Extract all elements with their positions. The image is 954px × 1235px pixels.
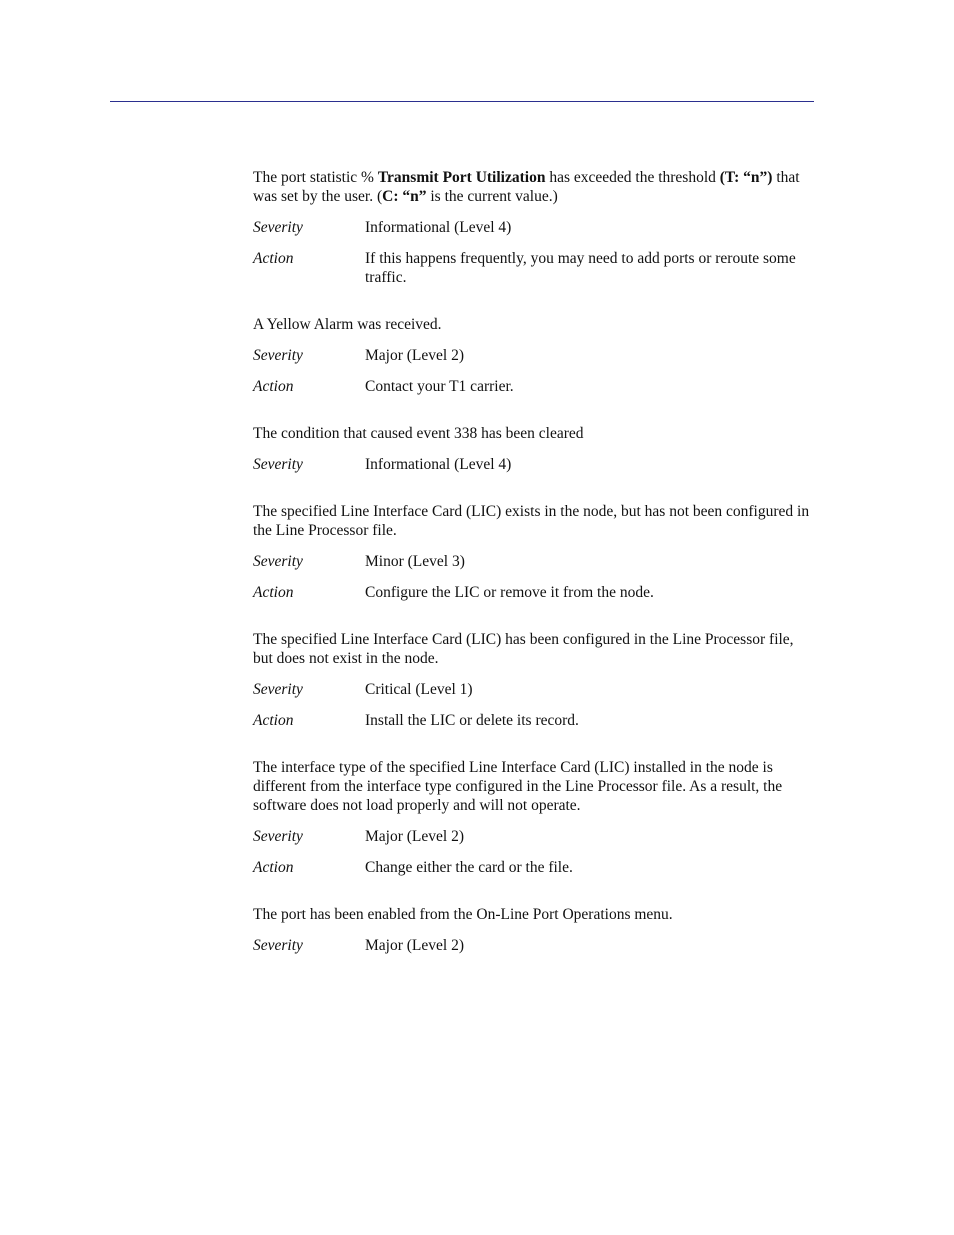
severity-value: Minor (Level 3) [365,553,465,570]
description-text: The interface type of the specified Line Interface Card (LIC) installed in the node is different from the interface type configured in the Line Processor file. As a result, the software does not load properly and will not operate. [253,759,783,814]
action-label: Action [253,250,294,267]
action-label: Action [253,712,294,729]
description-text: The condition that caused event 338 has been cleared [253,425,584,442]
severity-label: Severity [253,828,303,845]
description-text: has exceeded the threshold [545,169,720,186]
event-entry [253,630,815,730]
event-description [253,168,815,206]
severity-label: Severity [253,937,303,954]
action-row [253,249,815,287]
action-value: If this happens frequently, you may need to add ports or reroute some traffic. [365,250,796,286]
severity-label: Severity [253,219,303,236]
description-text: The specified Line Interface Card (LIC) exists in the node, but has not been configured in the Line Processor file. [253,503,810,539]
bold-term: Transmit Port Utilization [377,169,546,186]
description-text: The port has been enabled from the On-Line Port Operations menu. [253,906,673,923]
action-label: Action [253,859,294,876]
header-rule [110,101,814,102]
event-list [253,168,815,983]
severity-row [253,552,815,571]
action-row [253,711,815,730]
severity-value: Informational (Level 4) [365,456,512,473]
severity-row [253,455,815,474]
description-text: that was set by the user. ( [253,169,800,205]
action-value: Configure the LIC or remove it from the node. [365,584,654,601]
severity-row [253,218,815,237]
event-entry [253,168,815,287]
severity-row [253,936,815,955]
severity-row [253,827,815,846]
event-entry [253,758,815,877]
event-entry [253,502,815,602]
action-label: Action [253,378,294,395]
severity-value: Major (Level 2) [365,828,464,845]
severity-label: Severity [253,347,303,364]
severity-label: Severity [253,456,303,473]
severity-label: Severity [253,681,303,698]
severity-value: Major (Level 2) [365,347,464,364]
severity-label: Severity [253,553,303,570]
action-row [253,858,815,877]
event-description [253,502,815,540]
bold-term: (T: “n”) [719,169,773,186]
event-entry [253,905,815,955]
event-description [253,424,815,443]
severity-value: Critical (Level 1) [365,681,473,698]
action-label: Action [253,584,294,601]
bold-term: C: “n” [382,188,427,205]
description-text: The port statistic % [253,169,378,186]
description-text: is the current value.) [426,188,558,205]
event-description [253,630,815,668]
event-description [253,758,815,815]
severity-row [253,346,815,365]
event-description [253,905,815,924]
event-entry [253,315,815,396]
severity-row [253,680,815,699]
severity-value: Major (Level 2) [365,937,464,954]
action-value: Change either the card or the file. [365,859,573,876]
action-row [253,583,815,602]
severity-value: Informational (Level 4) [365,219,512,236]
action-value: Contact your T1 carrier. [365,378,514,395]
description-text: The specified Line Interface Card (LIC) has been configured in the Line Processor file, but does not exist in the node. [253,631,794,667]
action-value: Install the LIC or delete its record. [365,712,579,729]
event-entry [253,424,815,474]
event-description [253,315,815,334]
action-row [253,377,815,396]
description-text: A Yellow Alarm was received. [253,316,442,333]
